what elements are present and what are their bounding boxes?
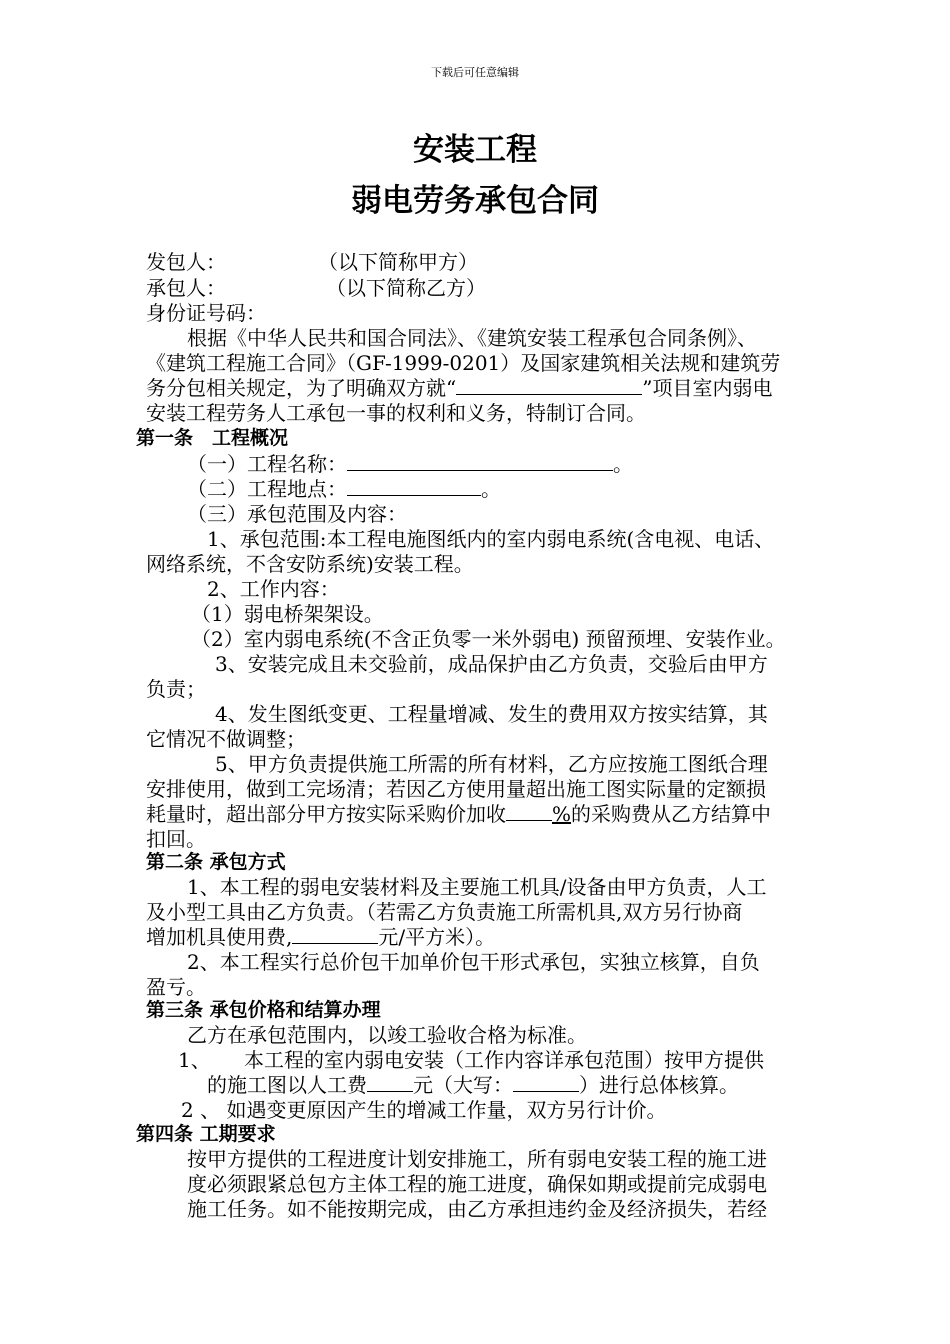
- equipment-fee-blank: [292, 925, 378, 944]
- clause-line: 1、本工程的弱电安装材料及主要施工机具/设备由甲方负责，人工: [187, 875, 767, 899]
- project-name-label: （一）工程名称：: [187, 452, 347, 476]
- clause-line: 及小型工具由乙方负责。（若需乙方负责施工所需机具,双方另行协商: [146, 900, 743, 924]
- clause-line: 扣回。: [146, 827, 206, 851]
- clause-line: 本工程的室内弱电安装（工作内容详承包范围）按甲方提供: [244, 1048, 764, 1072]
- clause-line: 3、安装完成且未交验前，成品保护由乙方负责，交验后由甲方: [215, 652, 768, 676]
- project-name-end: 。: [613, 452, 633, 476]
- project-location-row: [187, 477, 501, 501]
- clause-line: 乙方在承包范围内，以竣工验收合格为标准。: [187, 1023, 587, 1047]
- article-3-title: 第三条 承包价格和结算办理: [146, 999, 381, 1021]
- clause-text: 的采购费从乙方结算中: [571, 802, 772, 826]
- project-location-end: 。: [481, 477, 501, 501]
- project-name-blank: [456, 376, 642, 395]
- clause-line: 施工任务。如不能按期完成，由乙方承担违约金及经济损失，若经: [187, 1197, 767, 1221]
- amount-in-words-blank: [513, 1073, 579, 1092]
- fabao-note: （以下简称甲方）: [318, 250, 478, 274]
- page-header: 下载后可任意编辑: [431, 66, 519, 79]
- clause-number: 1、: [178, 1048, 211, 1072]
- project-location-field: [347, 477, 481, 496]
- intro-line: 根据《中华人民共和国合同法》、《建筑安装工程承包合同条例》、: [187, 326, 757, 350]
- labor-cost-blank: [367, 1073, 413, 1092]
- clause-line: [207, 1073, 739, 1097]
- clause-line: 安排使用，做到工完场清；若因乙方使用量超出施工图实际量的定额损: [146, 777, 766, 801]
- intro-line: 安装工程劳务人工承包一事的权利和义务，特制订合同。: [146, 401, 646, 425]
- project-name-row: [187, 452, 633, 476]
- clause-line: 盈亏。: [146, 975, 206, 999]
- clause-text: ）进行总体核算。: [579, 1073, 739, 1097]
- article-1-title: 第一条 工程概况: [136, 427, 289, 449]
- clause-line: 4、发生图纸变更、工程量增减、发生的费用双方按实结算，其: [215, 702, 768, 726]
- clause-text: 元/平方米）。: [378, 925, 496, 949]
- clause-text: 耗量时，超出部分甲方按实际采购价加收: [146, 802, 506, 826]
- work-item: （2）室内弱电系统(不含正负零一米外弱电) 预留预埋、安装作业。: [191, 627, 786, 651]
- intro-line: 《建筑工程施工合同》（GF-1999-0201）及国家建筑相关法规和建筑劳: [146, 351, 781, 375]
- intro-text: ”项目室内弱电: [642, 376, 773, 400]
- intro-line: [146, 376, 772, 400]
- clause-line: 5、甲方负责提供施工所需的所有材料，乙方应按施工图纸合理: [215, 752, 768, 776]
- id-number-label: 身份证号码：: [146, 301, 266, 325]
- clause-text: 的施工图以人工费: [207, 1073, 367, 1097]
- article-2-title: 第二条 承包方式: [146, 851, 286, 873]
- article-4-title: 第四条 工期要求: [136, 1123, 276, 1145]
- percent-sign: %: [552, 802, 572, 826]
- doc-title-line1: 安装工程: [413, 132, 537, 168]
- clause-line: [146, 802, 771, 826]
- scope-line: 1、承包范围:本工程电施图纸内的室内弱电系统(含电视、电话、: [207, 527, 775, 551]
- scope-line: 网络系统，不含安防系统)安装工程。: [146, 552, 474, 576]
- clause-line: 按甲方提供的工程进度计划安排施工，所有弱电安装工程的施工进: [187, 1147, 767, 1171]
- clause-line: 度必须跟紧总包方主体工程的施工进度，确保如期或提前完成弱电: [187, 1172, 767, 1196]
- clause-line: 负责；: [146, 677, 206, 701]
- chengbao-label: 承包人：: [146, 276, 226, 300]
- doc-title-line2: 弱电劳务承包合同: [351, 183, 599, 219]
- clause-line: [146, 925, 495, 949]
- fabao-label: 发包人：: [146, 250, 226, 274]
- clause-line: 2、本工程实行总价包干加单价包干形式承包，实独立核算，自负: [187, 950, 760, 974]
- clause-text: 增加机具使用费,: [146, 925, 293, 949]
- intro-text: 务分包相关规定，为了明确双方就“: [146, 376, 457, 400]
- work-item: （1）弱电桥架架设。: [191, 602, 384, 626]
- clause-text: 元（大写：: [413, 1073, 513, 1097]
- scope-heading: （三）承包范围及内容：: [187, 502, 407, 526]
- clause-line: 2 、 如遇变更原因产生的增减工作量，双方另行计价。: [181, 1098, 667, 1122]
- project-location-label: （二）工程地点：: [187, 477, 347, 501]
- clause-line: 它情况不做调整；: [146, 727, 306, 751]
- project-name-field: [347, 452, 613, 471]
- surcharge-percent-blank: [506, 802, 552, 821]
- work-content-heading: 2、工作内容：: [207, 577, 340, 601]
- chengbao-note: （以下简称乙方）: [326, 276, 486, 300]
